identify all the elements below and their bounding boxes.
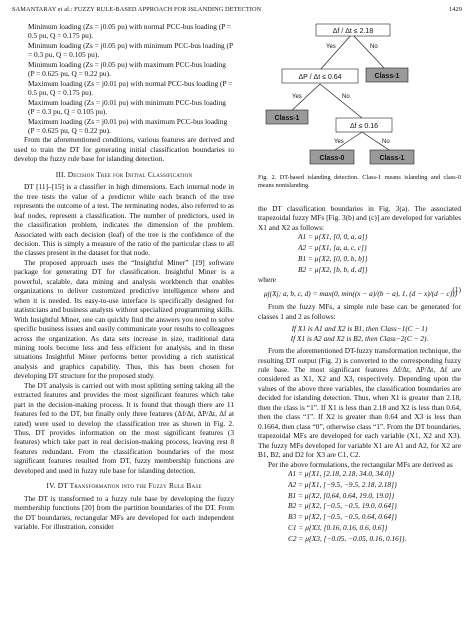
edge-yes-label: Yes: [326, 44, 336, 50]
equation: A2 = μ{X1, [−9.5, −9.5, 2.18, 2.18]}: [288, 479, 397, 489]
loading-case: Minimum loading (Zs = j0.05 pu) with maximum PCC-bus loading (P = 0.625 pu, Q = 0.22 pu).: [28, 59, 226, 79]
equation: C1 = μ{X3, [0.16, 0.16, 0.6, 0.6]}: [288, 523, 388, 532]
equation: μj(Xj; a, b, c, d) = max(0, min((x − a)/(b − a), 1, (d − x)/(d − c))): [264, 288, 458, 298]
page-number: 1429: [449, 6, 462, 13]
paragraph: From the fuzzy MFs, a simple rule base can be generated for classes 1 and 2 as follows:: [258, 302, 461, 321]
equation: A2 = μ{X1, [a, a, c, c]}: [298, 243, 367, 253]
decision-node-2-label: ΔP / Δt ≤ 0.64: [298, 74, 342, 81]
loading-case: Maximum loading (Zs = j0.01 pu) with normal PCC-bus loading (P = 0.5 pu, Q = 0.175 pu).: [28, 78, 233, 98]
equation: B2 = μ{X2, [−0.5, −0.5, 19.0, 0.64]}: [288, 501, 397, 511]
paragraph: From the aforementioned conditions, various features are derived and used to train the DT for generating initial classification boundaries to develop the fuzzy rule base for islanding detection.: [14, 135, 234, 164]
equation-number: (1): [452, 284, 461, 294]
left-column: [14, 22, 234, 532]
paragraph: the DT classification boundaries in Fig. 3(a). The associated trapezoidal fuzzy MFs [Fig. 3(b) and (c)] are developed for variables X1 and X2 as follows:: [258, 203, 461, 232]
rule: If X1 is A1 and X2 is B1, then Class−1(C − 1): [291, 324, 428, 334]
paragraph: From the aforementioned DT-fuzzy transformation technique, the resulting DT output (Fig. 2) is converted to the corresponding fuzzy rule base. The most significant features Δf/Δt, ΔP/Δt, Δf are considered as X1, X2 and X3, respectively. Depending upon the values of the above three variables, the classification boundaries are decided for islanding detection. Thus, when X1 is greater than 2.18, then the class is “1”. If X1 is less than 2.18 and X2 is less than 0.64, then the class “1”. If X2 is greater than 0.64 and X3 is less than 0.1664, then class “0”, otherwise class “1”. From the DT boundaries, trapezoidal MFs are developed for each variable (X1, X2 and X3). The fuzzy MFs developed for variable X1 are A1 and A2, for X2 are B1, B2, and D2 for X3 are C1, C2.: [258, 346, 461, 460]
loading-case: Maximum loading (Zs = j0.01 pu) with maximum PCC-bus loading (P = 0.625 pu, Q = 0.22 pu).: [28, 116, 228, 135]
edge-no-label: No: [342, 94, 350, 100]
equation: C2 = μ{X3, [−0.05, −0.05, 0.16, 0.16]}.: [288, 533, 407, 543]
page-header: [12, 6, 462, 18]
rule: If X1 is A2 and X2 is B2, then Class−2(C − 2).: [290, 333, 429, 343]
decision-node-root-label: Δf / Δt ≤ 2.18: [332, 28, 374, 35]
right-column: [258, 22, 461, 545]
equation: B1 = μ{X2, [0.64, 0.64, 19.0, 19.0]}: [288, 490, 395, 500]
paragraph: The DT analysis is carried out with most splitting setting taking all the extracted features and provides the most significant features which take part in the decision-making process. It is found that though there are 11 features fed to the DT, but finally only three features (Δf/Δt, ΔP/Δt, Δf at rated) were used to develop the classification tree as shown in Fig. 2. Thus, DT provides information on the most significant features (3 features) which take part in real decision-making process, leaving rest 8 features redundant. From the classification boundaries of the most significant features resulted from DT, fuzzy membership functions are developed and used in fuzzy rule base for islanding detection.: [14, 380, 234, 475]
leaf-class1-label: Class-1: [274, 115, 300, 122]
section-heading: III. Decision Tree for Initial Classification: [55, 169, 193, 179]
equation: A1 = μ{X1, [2.18, 2.18, 34.0, 34.0]}: [288, 469, 395, 479]
edge-yes-label: Yes: [334, 139, 344, 145]
equation: B1 = μ{X2, [0, 0, b, b]}: [298, 253, 368, 263]
paragraph: The proposed approach uses the “Insightful Miner” [19] software package for generating DT for classification. Insightful Miner is a powerful, scalable, data mining and analysis workbench that enables organizations to deliver customized predictive intelligence where and when it is needed. Its easy-to-use interface is specifically designed for statisticians and business analysts without specialized programming skills. With Insightful Miner, one can quickly find the answers you need to solve specific business issues and easily communicate your results to colleagues across the organization. As data sets increase in size, traditional data mining tools become less and less efficient for analysis, and in these situations Insightful Miner performs better providing a rich statistical analysis and graphics capability. Thus, this has been chosen for developing DT structure for the proposed study.: [14, 257, 234, 381]
equation-block: [258, 469, 461, 545]
edge-no-label: No: [382, 139, 390, 145]
loading-case: Minimum loading (Zs = j0.05 pu) with normal PCC-bus loading (P = 0.5 pu, Q = 0.175 pu).: [28, 22, 232, 41]
equation: B3 = μ{X2, [−0.5, −0.5, 0.64, 0.64]}: [288, 512, 397, 522]
leaf-class1-label: Class-1: [374, 73, 400, 80]
decision-node-3-label: Δf ≤ 0.16: [350, 123, 378, 130]
loading-case: Minimum loading (Zs = j0.05 pu) with minimum PCC-bus loading (P = 0.3 pu, Q = 0.105 pu).: [28, 40, 233, 60]
leaf-class0-label: Class-0: [319, 155, 345, 162]
figure-caption: Fig. 2. DT-based islanding detection. Class-1 means islanding and class-0 means nonislanding.: [258, 174, 461, 190]
equation-block: [258, 232, 461, 275]
membership-equation: [258, 285, 461, 302]
section-heading: IV. DT Transformation into the Fuzzy Rule Base: [46, 481, 202, 491]
paragraph: Per the above formulations, the rectangular MFs are derived as: [268, 459, 453, 469]
edge-yes-label: Yes: [292, 94, 302, 100]
paragraph: DT [11]–[15] is a classifier in high dimensions. Each internal node in the tree tests the value of a predictor while each branch of the tree represents the outcome of a test. The terminating nodes, also referred to as leaf nodes, represent a classification. The number of predictors, used in the classification problem, indicates the dimension of the problem. Associated with each decision (leaf) of the tree is the confidence of the decision. This is simply a measure of the ratio of the particular class to all the classes present in the dataset for that node.: [14, 182, 234, 258]
where-label: where: [258, 275, 276, 285]
edge-no-label: No: [370, 44, 378, 50]
running-title: SAMANTARAY et al.: FUZZY RULE-BASED APPROACH FOR ISLANDING DETECTION: [12, 6, 262, 13]
loading-case: Maximum loading (Zs = j0.01 pu) with minimum PCC-bus loading (P = 0.3 pu, Q = 0.105 pu).: [28, 97, 226, 117]
equation: B2 = μ{X2, [b, b, d, d]}: [298, 264, 368, 274]
decision-tree-figure: [258, 22, 461, 170]
equation: A1 = μ{X1, [0, 0, a, a]}: [298, 232, 368, 242]
leaf-class1-label: Class-1: [379, 155, 405, 162]
paragraph: The DT is transformed to a fuzzy rule base by developing the fuzzy membership functions [20] from the partition boundaries of the DT. From the DT boundaries, rectangular MFs are developed for each independent variable. For illustration, consider: [14, 493, 234, 532]
